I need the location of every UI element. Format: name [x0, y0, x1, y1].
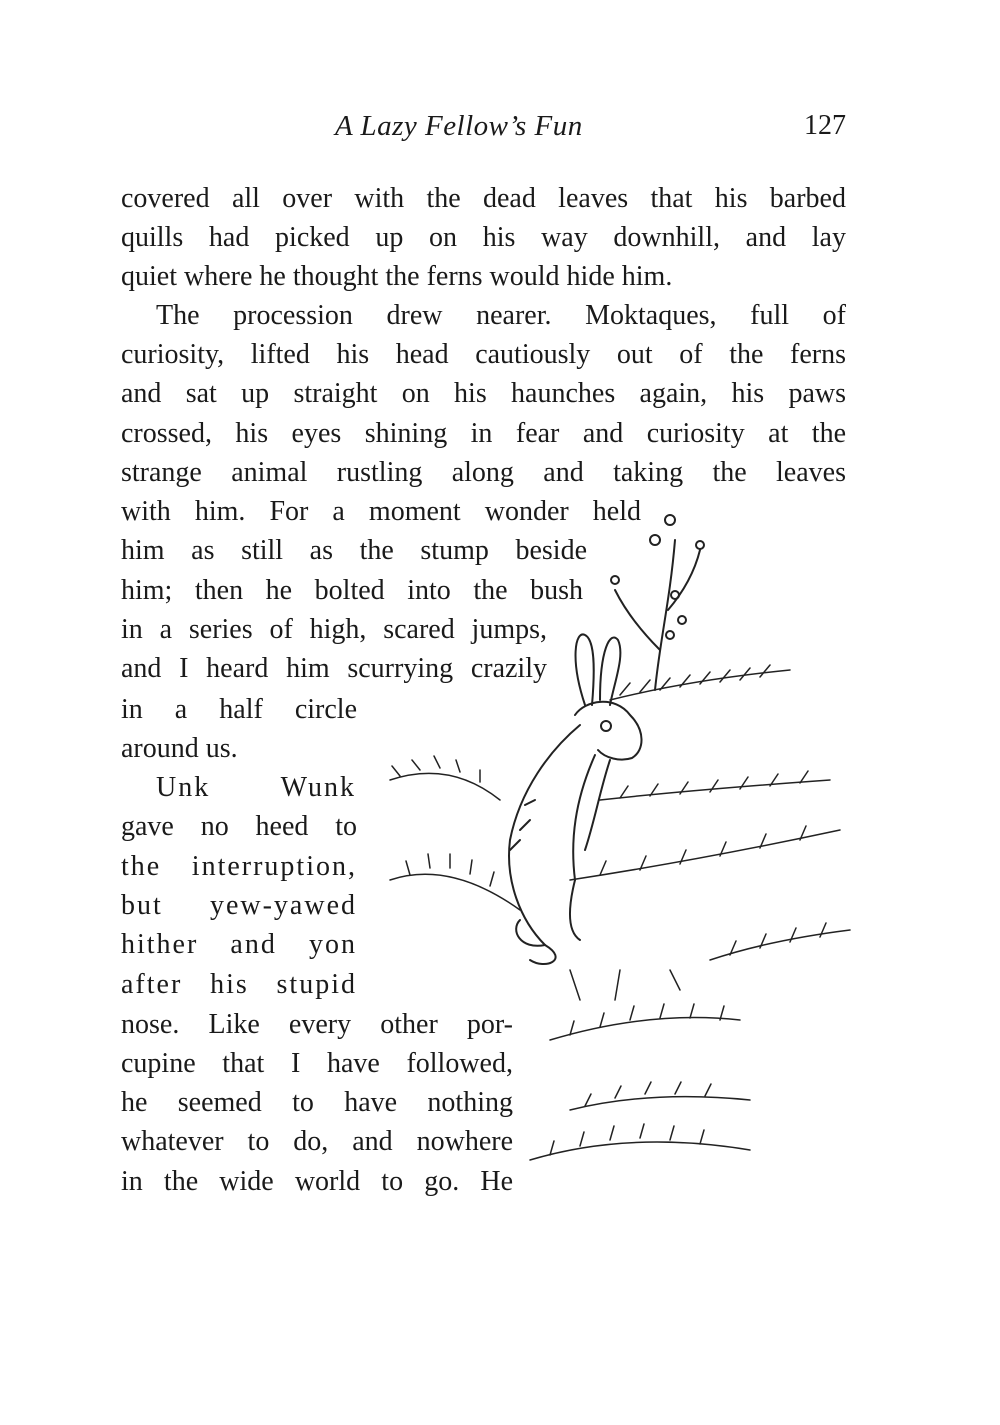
flower-stalk: [611, 515, 704, 690]
text-line: in a half circle: [121, 694, 357, 725]
text-line: in the wide world to go. He: [121, 1166, 513, 1197]
text-line: the interruption,: [121, 851, 357, 882]
text-line: hither and yon: [121, 929, 357, 960]
text-line: cupine that I have followed,: [121, 1048, 513, 1079]
text-line: he seemed to have nothing: [121, 1087, 513, 1118]
fern-fronds: [390, 665, 850, 1160]
rabbit-fern-illustration: [370, 500, 870, 1220]
text-line: crossed, his eyes shining in fear and curiosity at the: [121, 418, 846, 449]
text-line: covered all over with the dead leaves that his barbed: [121, 183, 846, 214]
text-line: him; then he bolted into the bush: [121, 575, 583, 606]
page-header: [121, 110, 846, 154]
text-line: after his stupid: [121, 969, 357, 1000]
text-line: strange animal rustling along and taking the leaves: [121, 457, 846, 488]
rabbit: [509, 634, 641, 964]
rabbit-illustration-svg: [370, 500, 870, 1220]
text-line: Unk Wunk: [156, 772, 356, 803]
page-number: 127: [804, 110, 846, 141]
text-line: The procession drew nearer. Moktaques, full of: [156, 300, 846, 331]
text-line: whatever to do, and nowhere: [121, 1126, 513, 1157]
text-line: and I heard him scurrying crazily: [121, 653, 547, 684]
text-line: curiosity, lifted his head cautiously out of the ferns: [121, 339, 846, 370]
text-line: nose. Like every other por-: [121, 1009, 513, 1040]
text-line: in a series of high, scared jumps,: [121, 614, 547, 645]
text-line: around us.: [121, 733, 238, 764]
text-line: him as still as the stump beside: [121, 535, 587, 566]
running-title: A Lazy Fellow’s Fun: [335, 110, 583, 142]
text-line: quiet where he thought the ferns would hide him.: [121, 261, 673, 292]
text-line: and sat up straight on his haunches again, his paws: [121, 378, 846, 409]
text-line: gave no heed to: [121, 811, 357, 842]
text-line: with him. For a moment wonder held: [121, 496, 641, 527]
text-line: quills had picked up on his way downhill, and lay: [121, 222, 846, 253]
text-line: but yew-yawed: [121, 890, 357, 921]
